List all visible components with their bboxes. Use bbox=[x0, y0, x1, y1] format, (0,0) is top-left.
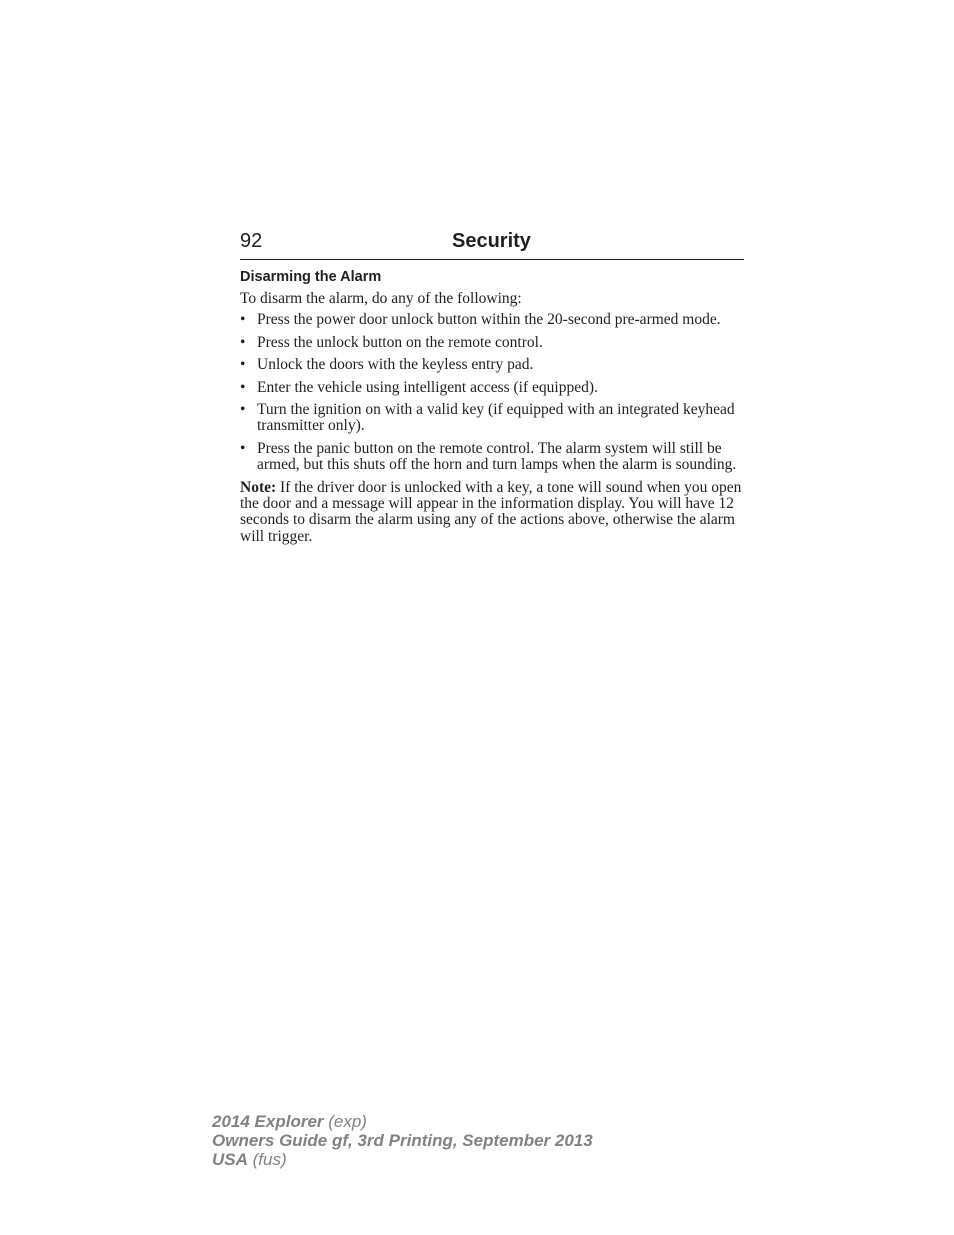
subheading: Disarming the Alarm bbox=[240, 269, 382, 285]
list-item-text: Unlock the doors with the keyless entry pad. bbox=[257, 356, 534, 374]
bullet-list bbox=[240, 312, 744, 473]
page-number: 92 bbox=[240, 230, 263, 252]
bullet-icon: • bbox=[240, 311, 246, 329]
list-item-text: Press the power door unlock button within the 20-second pre-armed mode. bbox=[257, 311, 721, 329]
note-text: If the driver door is unlocked with a key, a tone will sound when you open the door and a message will appear in the information display. You will have 12 seconds to disarm the alarm using any of the actions above, otherwise the alarm will trigger. bbox=[240, 478, 742, 545]
note-paragraph bbox=[240, 480, 744, 546]
intro-text: To disarm the alarm, do any of the following: bbox=[240, 290, 522, 307]
footer-guide: Owners Guide gf, 3rd Printing, September 2013 bbox=[212, 1131, 593, 1150]
list-item bbox=[240, 380, 744, 396]
page-content bbox=[240, 268, 744, 545]
section-title: Security bbox=[452, 230, 531, 252]
bullet-icon: • bbox=[240, 378, 246, 396]
footer-model: 2014 Explorer bbox=[212, 1112, 324, 1131]
list-item-text: Press the unlock button on the remote control. bbox=[257, 333, 543, 351]
list-item-text: Enter the vehicle using intelligent access (if equipped). bbox=[257, 378, 598, 396]
footer-market-code: (fus) bbox=[247, 1150, 287, 1169]
bullet-icon: • bbox=[240, 356, 246, 374]
footer-line-market bbox=[212, 1150, 593, 1169]
note-label: Note: bbox=[240, 478, 277, 496]
list-item bbox=[240, 441, 744, 474]
list-item bbox=[240, 402, 744, 435]
list-item bbox=[240, 312, 744, 328]
footer-line-guide bbox=[212, 1131, 593, 1150]
footer-model-code: (exp) bbox=[323, 1112, 367, 1131]
list-item bbox=[240, 357, 744, 373]
list-item-text: Press the panic button on the remote control. The alarm system will still be armed, but this shuts off the horn and turn lamps when the alarm is sounding. bbox=[257, 439, 737, 474]
footer-market: USA bbox=[212, 1150, 248, 1169]
page-header bbox=[240, 228, 744, 260]
footer-line-model bbox=[212, 1112, 593, 1131]
list-item-text: Turn the ignition on with a valid key (if equipped with an integrated keyhead transmitter only). bbox=[257, 401, 735, 435]
bullet-icon: • bbox=[240, 401, 246, 419]
bullet-icon: • bbox=[240, 333, 246, 351]
list-item bbox=[240, 335, 744, 351]
page-footer bbox=[212, 1112, 593, 1169]
bullet-icon: • bbox=[240, 439, 246, 457]
